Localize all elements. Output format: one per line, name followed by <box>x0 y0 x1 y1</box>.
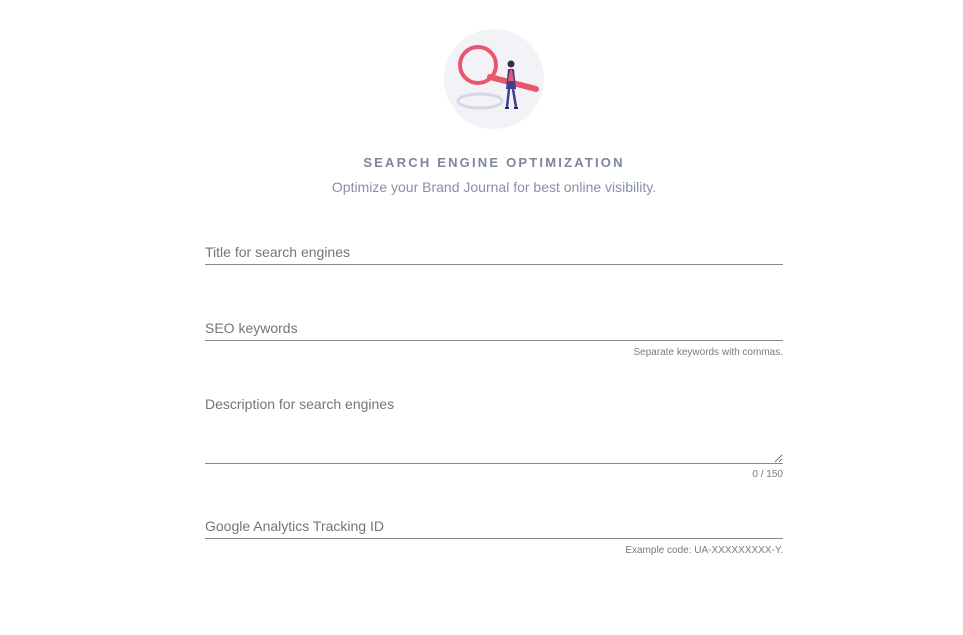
seo-description-field <box>205 394 783 464</box>
seo-magnifier-illustration-icon <box>444 29 544 129</box>
ga-tracking-field <box>205 513 783 539</box>
seo-title-field <box>205 239 783 265</box>
ga-tracking-id-input[interactable] <box>205 513 783 539</box>
ga-tracking-hint: Example code: UA-XXXXXXXXX-Y. <box>625 545 783 556</box>
seo-title-input[interactable] <box>205 239 783 265</box>
seo-keywords-field <box>205 315 783 341</box>
seo-keywords-hint: Separate keywords with commas. <box>633 347 783 358</box>
section-title: SEARCH ENGINE OPTIMIZATION <box>363 155 625 170</box>
seo-keywords-input[interactable] <box>205 315 783 341</box>
seo-description-counter: 0 / 150 <box>752 469 783 480</box>
seo-description-textarea[interactable] <box>205 394 783 464</box>
section-subtitle: Optimize your Brand Journal for best online visibility. <box>331 179 657 195</box>
